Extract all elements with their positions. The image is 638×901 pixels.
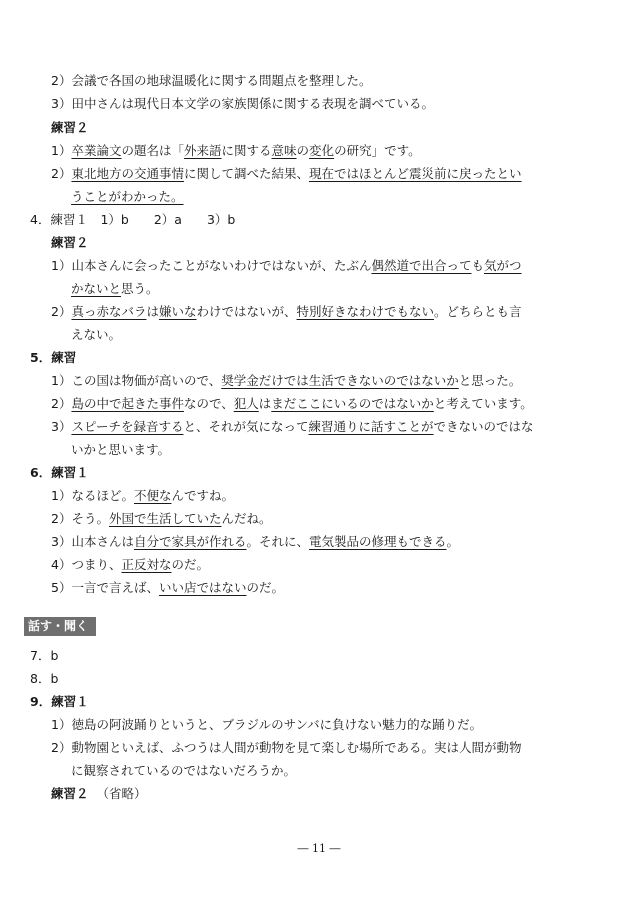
ans-6-2: 2）そう。外国で生活していたんだね。 — [51, 511, 272, 526]
ans-9-2-cont: に観察されているのではないだろうか。 — [71, 763, 297, 778]
ans-3-2-2-cont: うことがわかった。 — [71, 189, 184, 204]
ans-4-2-1: 1）山本さんに会ったことがないわけではないが、たぶん偶然道で出合っても気がつ — [51, 258, 522, 273]
ans-9-ex2: 練習２ （省略） — [51, 786, 147, 801]
ans-5-2: 2）島の中で起きた事件なので、犯人はまだここにいるのではないかと考えています。 — [51, 396, 533, 411]
section-5-heading: 5．練習 — [30, 350, 77, 365]
ans-9-2: 2）動物園といえば、ふつうは人間が動物を見て楽しむ場所である。実は人間が動物 — [51, 740, 522, 755]
exercise-heading: 練習２ — [51, 235, 89, 250]
ans-6-3: 3）山本さんは自分で家具が作れる。それに、電気製品の修理もできる。 — [51, 534, 460, 549]
ans-8: 8．b — [30, 671, 59, 686]
section-badge: 話す・聞く — [24, 617, 96, 636]
ans-3-2-1: 1）卒業論文の題名は「外来語に関する意味の変化の研究」です。 — [51, 143, 421, 158]
section-9-heading: 9．練習１ — [30, 694, 89, 709]
ans-3-1-2: 2）会議で各国の地球温暖化に関する問題点を整理した。 — [51, 73, 372, 88]
page-number: ― 11 ― — [297, 842, 341, 855]
exercise-heading: 練習２ — [51, 120, 89, 135]
ans-6-4: 4）つまり、正反対なのだ。 — [51, 557, 209, 572]
ans-9-1: 1）徳島の阿波踊りというと、ブラジルのサンバに負けない魅力的な踊りだ。 — [51, 717, 483, 732]
section-6-heading: 6．練習１ — [30, 465, 89, 480]
ans-7: 7．b — [30, 648, 59, 663]
ans-4-2-2: 2）真っ赤なバラは嫌いなわけではないが、特別好きなわけでもない。どちらとも言 — [51, 304, 522, 319]
ans-6-1: 1）なるほど。不便なんですね。 — [51, 488, 234, 503]
ans-5-3: 3）スピーチを録音すると、それが気になって練習通りに話すことができないのではな — [51, 419, 534, 434]
ans-6-5: 5）一言で言えば、いい店ではないのだ。 — [51, 580, 284, 595]
section-4-heading: 4．練習１ 1）b 2）a 3）b — [30, 212, 236, 227]
ans-5-3-cont: いかと思います。 — [71, 442, 171, 457]
ans-4-2-2-cont: えない。 — [71, 327, 122, 342]
ans-5-1: 1）この国は物価が高いので、奨学金だけでは生活できないのではないかと思った。 — [51, 373, 522, 388]
ans-3-1-3: 3）田中さんは現代日本文学の家族関係に関する表現を調べている。 — [51, 96, 434, 111]
ans-4-2-1-cont: かないと思う。 — [71, 281, 159, 296]
ans-3-2-2: 2）東北地方の交通事情に関して調べた結果、現在ではほとんど震災前に戻ったとい — [51, 166, 522, 181]
